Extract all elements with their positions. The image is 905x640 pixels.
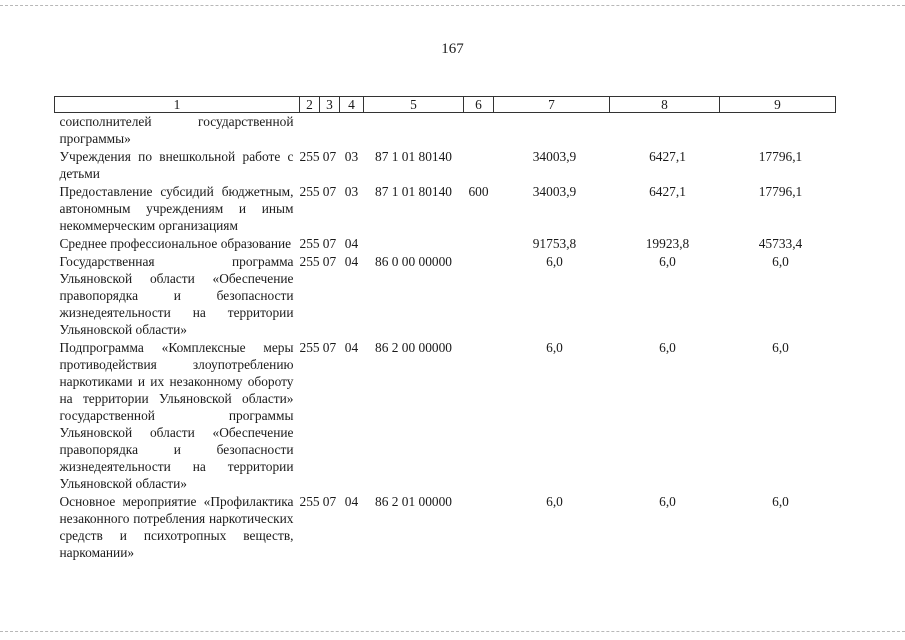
cell-rz	[320, 113, 340, 149]
cell-col7	[494, 113, 610, 149]
cell-csr: 87 1 01 80140	[375, 149, 452, 164]
cell-vr	[464, 493, 494, 562]
table-row	[55, 493, 836, 562]
cell-rz: 07	[322, 236, 337, 251]
table-body	[55, 113, 836, 563]
cell-col7: 6,0	[546, 340, 563, 355]
row-name: Среднее профессиональное образование	[59, 236, 292, 251]
cell-vr	[464, 113, 494, 149]
row-name: Подпрограмма «Комплексные меры противодействия злоупотреблению наркотиками и их незаконному обороту на территории Ульяновской области» государственной программы Ульяновской области «Обеспечение правопорядка и безопасности жизнедеятельности на территории Ульяновской области»	[59, 340, 294, 491]
cell-col8: 19923,8	[645, 236, 690, 251]
cell-gr: 255	[299, 494, 320, 509]
cell-csr: 86 2 00 00000	[375, 340, 452, 355]
cell-col8: 6427,1	[649, 149, 686, 164]
budget-table	[54, 96, 836, 562]
cell-gr: 255	[299, 184, 320, 199]
cell-gr: 255	[299, 149, 320, 164]
page-number: 167	[441, 41, 464, 57]
cell-col7: 34003,9	[532, 184, 577, 199]
scan-edge-top	[0, 5, 905, 6]
cell-col8: 6,0	[659, 340, 676, 355]
cell-rz: 07	[322, 254, 337, 269]
cell-pr: 04	[344, 494, 359, 509]
cell-pr	[340, 113, 364, 149]
cell-pr: 03	[344, 149, 359, 164]
cell-pr: 04	[344, 254, 359, 269]
cell-rz: 07	[322, 494, 337, 509]
row-name: Учреждения по внешкольной работе с детьми	[59, 149, 294, 181]
cell-gr	[300, 113, 320, 149]
column-header: 8	[610, 97, 720, 113]
cell-col8: 6427,1	[649, 184, 686, 199]
cell-pr: 03	[344, 184, 359, 199]
cell-col9: 17796,1	[758, 149, 803, 164]
cell-vr	[464, 148, 494, 183]
column-header: 6	[464, 97, 494, 113]
cell-rz: 07	[322, 340, 337, 355]
cell-csr: 86 0 00 00000	[375, 254, 452, 269]
row-name: соисполнителей государственной программы»	[59, 114, 294, 146]
cell-csr: 87 1 01 80140	[375, 184, 452, 199]
table-row	[55, 235, 836, 253]
cell-col7: 6,0	[546, 494, 563, 509]
cell-col8: 6,0	[659, 494, 676, 509]
cell-col9: 45733,4	[758, 236, 803, 251]
column-header: 2	[300, 97, 320, 113]
row-name: Государственная программа Ульяновской области «Обеспечение правопорядка и безопасности жизнедеятельности на территории Ульяновской области»	[59, 254, 294, 337]
cell-col9: 6,0	[772, 340, 789, 355]
column-header: 1	[55, 97, 300, 113]
cell-gr: 255	[299, 254, 320, 269]
cell-pr: 04	[344, 236, 359, 251]
cell-csr	[364, 235, 464, 253]
table-row	[55, 183, 836, 235]
cell-col7: 91753,8	[532, 236, 577, 251]
row-name: Предоставление субсидий бюджетным, автономным учреждениям и иным некоммерческим организациям	[59, 184, 294, 233]
cell-vr	[464, 235, 494, 253]
cell-csr	[364, 113, 464, 149]
cell-rz: 07	[322, 184, 337, 199]
cell-col9: 6,0	[772, 494, 789, 509]
column-header: 4	[340, 97, 364, 113]
cell-col7: 6,0	[546, 254, 563, 269]
table-header	[55, 97, 836, 113]
table-row	[55, 148, 836, 183]
table-row	[55, 339, 836, 493]
cell-csr: 86 2 01 00000	[375, 494, 452, 509]
column-header: 9	[720, 97, 836, 113]
cell-col9: 6,0	[772, 254, 789, 269]
scan-edge-bottom	[0, 631, 905, 632]
column-header: 5	[364, 97, 464, 113]
cell-col8	[610, 113, 720, 149]
cell-vr	[464, 253, 494, 339]
cell-vr: 600	[468, 184, 489, 199]
table-row	[55, 253, 836, 339]
cell-col7: 34003,9	[532, 149, 577, 164]
cell-rz: 07	[322, 149, 337, 164]
cell-pr: 04	[344, 340, 359, 355]
cell-col9	[720, 113, 836, 149]
cell-gr: 255	[299, 236, 320, 251]
cell-gr: 255	[299, 340, 320, 355]
cell-col9: 17796,1	[758, 184, 803, 199]
column-header: 7	[494, 97, 610, 113]
cell-vr	[464, 339, 494, 493]
table-row	[55, 113, 836, 149]
row-name: Основное мероприятие «Профилактика незаконного потребления наркотических средств и психотропных веществ, наркомании»	[59, 494, 294, 560]
cell-col8: 6,0	[659, 254, 676, 269]
column-header: 3	[320, 97, 340, 113]
